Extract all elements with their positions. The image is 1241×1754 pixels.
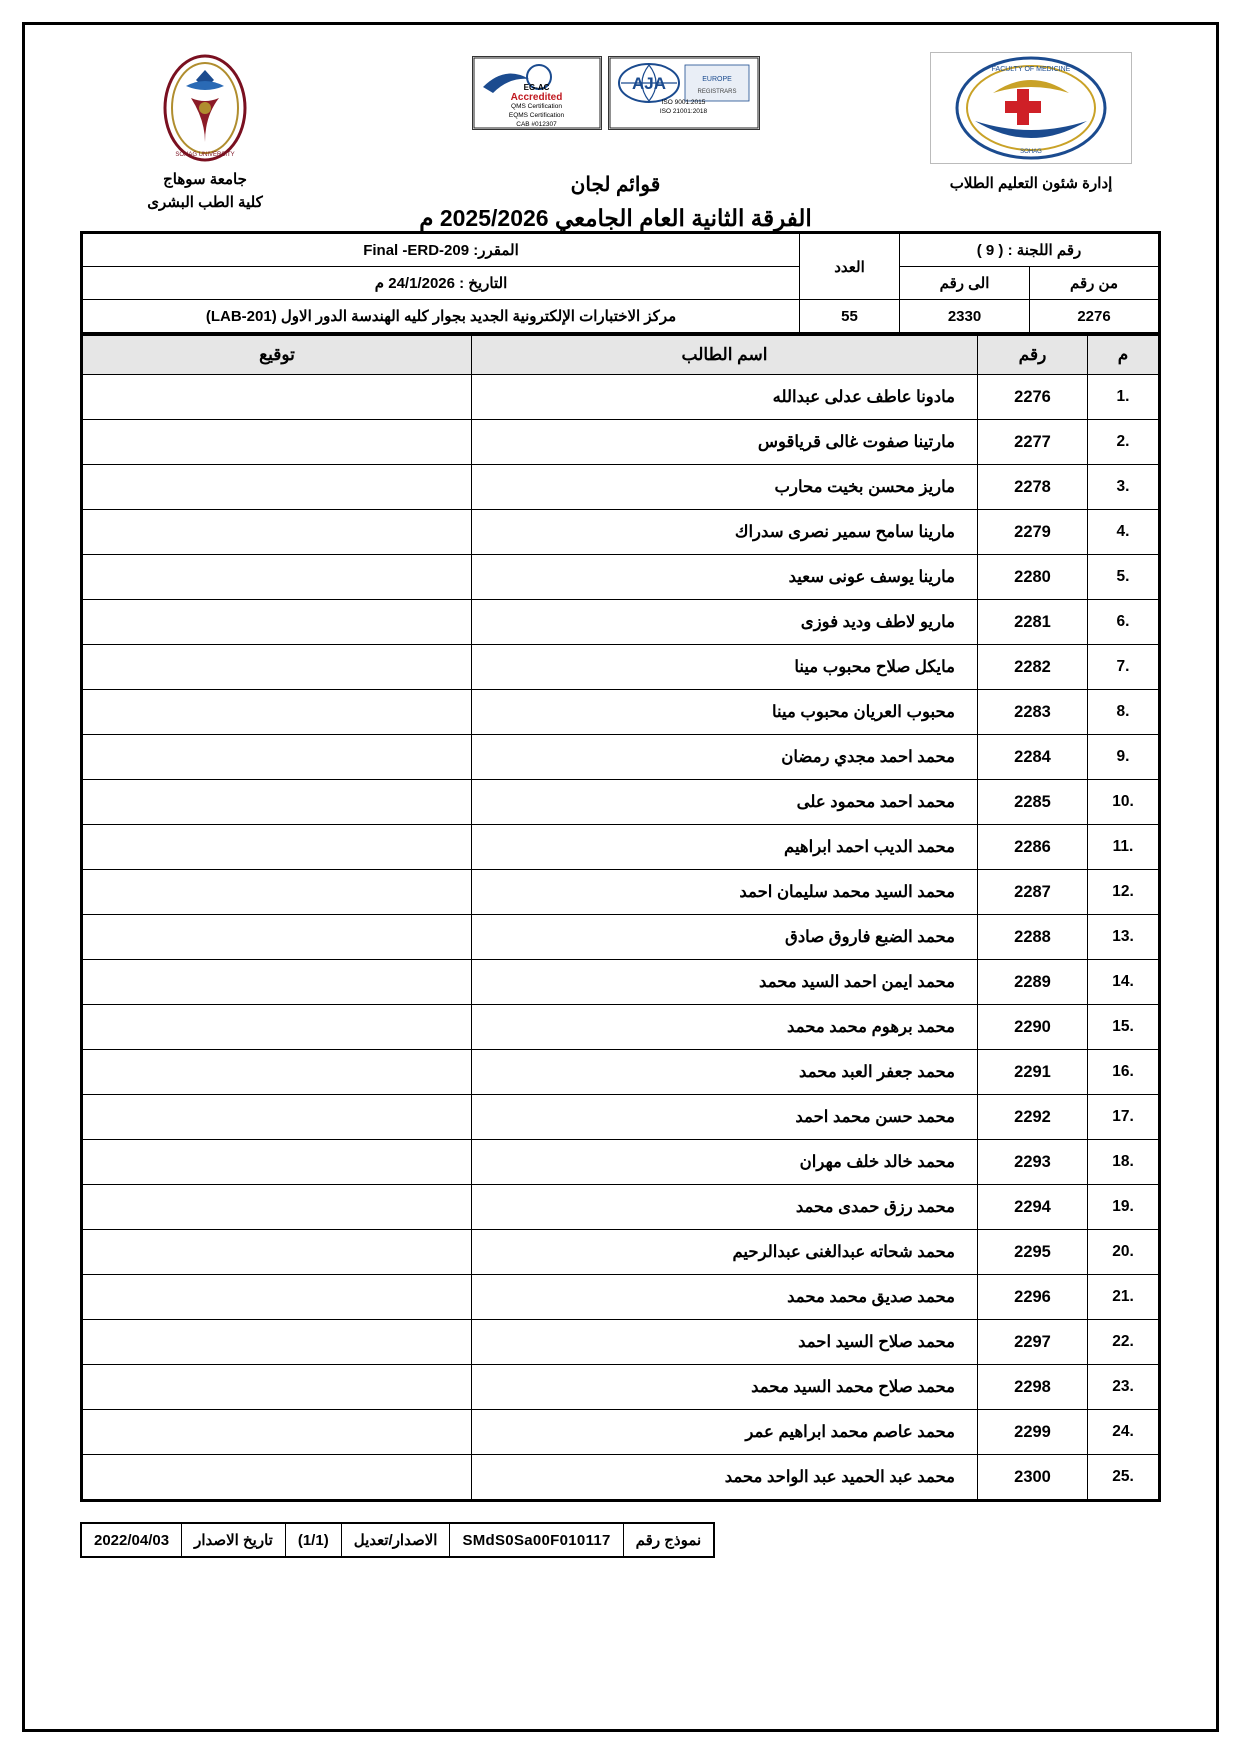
university-name-line1: جامعة سوهاج [163,171,247,188]
student-code: 2283 [978,690,1088,735]
signature-cell[interactable] [82,690,472,735]
form-number-value: SMdS0Sa00F010117 [450,1523,623,1557]
student-code: 2288 [978,915,1088,960]
table-row [82,645,1160,690]
student-name: محبوب العريان محبوب مينا [472,690,978,735]
student-code: 2290 [978,1005,1088,1050]
row-index: .5 [1088,555,1160,600]
student-name: مارينا يوسف عونى سعيد [472,555,978,600]
from-number-label: من رقم [1030,267,1160,300]
course-label: المقرر: Final -ERD-209 [82,233,800,267]
student-name: مادونا عاطف عدلى عبدالله [472,375,978,420]
column-header-index: م [1088,336,1160,375]
table-row [82,1050,1160,1095]
accreditation-logos [330,56,901,130]
student-code: 2294 [978,1185,1088,1230]
row-index: .14 [1088,960,1160,1005]
table-row [82,420,1160,465]
table-row [82,690,1160,735]
document-footer [80,1522,1161,1558]
student-name: محمد جعفر العبد محمد [472,1050,978,1095]
table-row [82,510,1160,555]
egac-line3: CAB #012307 [516,120,557,128]
egac-certificate-logo [472,56,602,130]
signature-cell[interactable] [82,1185,472,1230]
row-index: .19 [1088,1185,1160,1230]
signature-cell[interactable] [82,735,472,780]
student-code: 2278 [978,465,1088,510]
committee-number: رقم اللجنة : ( 9 ) [900,233,1160,267]
row-index: .2 [1088,420,1160,465]
table-row [82,465,1160,510]
svg-text:SOHAG UNIVERSITY: SOHAG UNIVERSITY [175,152,235,158]
student-name: محمد شحاته عبدالغنى عبدالرحيم [472,1230,978,1275]
document-header [80,52,1161,231]
row-index: .7 [1088,645,1160,690]
table-row [82,1095,1160,1140]
row-index: .15 [1088,1005,1160,1050]
signature-cell[interactable] [82,600,472,645]
student-name: محمد صديق محمد محمد [472,1275,978,1320]
egac-title: EG-AC [523,83,550,92]
count-label: العدد [800,233,900,300]
row-index: .1 [1088,375,1160,420]
table-row [82,960,1160,1005]
row-index: .16 [1088,1050,1160,1095]
signature-cell[interactable] [82,1230,472,1275]
student-name: محمد السيد محمد سليمان احمد [472,870,978,915]
to-number-value: 2330 [900,300,1030,334]
row-index: .8 [1088,690,1160,735]
signature-cell[interactable] [82,555,472,600]
student-name: ماريز محسن بخيت محارب [472,465,978,510]
table-row [82,1005,1160,1050]
to-number-label: الى رقم [900,267,1030,300]
student-name: محمد عاصم محمد ابراهيم عمر [472,1410,978,1455]
row-index: .12 [1088,870,1160,915]
row-index: .25 [1088,1455,1160,1501]
student-name: مايكل صلاح محبوب مينا [472,645,978,690]
student-name: محمد صلاح محمد السيد محمد [472,1365,978,1410]
form-number-label: نموذج رقم [623,1523,714,1557]
table-row [82,1320,1160,1365]
student-name: محمد الديب احمد ابراهيم [472,825,978,870]
column-header-name: اسم الطالب [472,336,978,375]
university-block [80,52,330,215]
signature-cell[interactable] [82,1320,472,1365]
student-code: 2297 [978,1320,1088,1365]
row-index: .4 [1088,510,1160,555]
meta-row-1 [82,233,1160,267]
student-name: محمد صلاح السيد احمد [472,1320,978,1365]
student-code: 2281 [978,600,1088,645]
students-table [80,335,1161,1502]
signature-cell[interactable] [82,1005,472,1050]
table-row [82,375,1160,420]
table-row [82,1185,1160,1230]
table-row [82,1140,1160,1185]
table-row [82,870,1160,915]
signature-cell[interactable] [82,780,472,825]
student-code: 2285 [978,780,1088,825]
table-row [82,555,1160,600]
student-code: 2295 [978,1230,1088,1275]
signature-cell[interactable] [82,915,472,960]
issue-date-label: تاريخ الاصدار [182,1523,286,1557]
row-index: .23 [1088,1365,1160,1410]
row-index: .3 [1088,465,1160,510]
signature-cell[interactable] [82,1095,472,1140]
title-block [330,52,901,232]
table-row [82,1275,1160,1320]
svg-text:SOHAG: SOHAG [1020,149,1042,155]
row-index: .10 [1088,780,1160,825]
exam-location-label: مركز الاختبارات الإلكترونية الجديد بجوار كليه الهندسة الدور الاول (LAB-201) [82,300,800,334]
student-name: مارينا سامح سمير نصرى سدراك [472,510,978,555]
student-name: محمد عبد الحميد عبد الواحد محمد [472,1455,978,1501]
sohag-university-logo [146,52,264,164]
table-row [82,780,1160,825]
student-code: 2292 [978,1095,1088,1140]
svg-text:EUROPE: EUROPE [701,76,732,83]
row-index: .22 [1088,1320,1160,1365]
egac-line2: EQMS Certification [508,111,565,119]
svg-text:AJA: AJA [631,74,666,93]
student-code: 2300 [978,1455,1088,1501]
faculty-block [901,52,1161,192]
row-index: .20 [1088,1230,1160,1275]
aja-line1: ISO 9001:2015 [661,99,706,107]
table-row [82,1230,1160,1275]
table-row [82,1365,1160,1410]
student-code: 2298 [978,1365,1088,1410]
student-code: 2279 [978,510,1088,555]
row-index: .18 [1088,1140,1160,1185]
row-index: .6 [1088,600,1160,645]
faculty-of-medicine-logo [930,52,1132,164]
student-name: محمد خالد خلف مهران [472,1140,978,1185]
exam-date-label: التاريخ : 24/1/2026 م [82,267,800,300]
svg-text:REGISTRARS: REGISTRARS [696,89,737,95]
edition-label: الاصدار/تعديل [341,1523,450,1557]
signature-cell[interactable] [82,1140,472,1185]
row-index: .17 [1088,1095,1160,1140]
table-row [82,1410,1160,1455]
student-code: 2284 [978,735,1088,780]
student-code: 2280 [978,555,1088,600]
form-info-row [81,1523,714,1557]
signature-cell[interactable] [82,1365,472,1410]
exam-meta-table [80,231,1161,335]
student-code: 2299 [978,1410,1088,1455]
meta-row-3 [82,300,1160,334]
student-code: 2287 [978,870,1088,915]
signature-cell[interactable] [82,375,472,420]
signature-cell[interactable] [82,960,472,1005]
count-value: 55 [800,300,900,334]
admin-department-label: إدارة شئون التعليم الطلاب [949,175,1113,192]
row-index: .13 [1088,915,1160,960]
row-index: .9 [1088,735,1160,780]
student-name: محمد برهوم محمد محمد [472,1005,978,1050]
signature-cell[interactable] [82,645,472,690]
table-row [82,600,1160,645]
aja-certificate-logo [608,56,760,130]
signature-cell[interactable] [82,1050,472,1095]
student-code: 2282 [978,645,1088,690]
form-info-table [80,1522,715,1558]
student-code: 2277 [978,420,1088,465]
signature-cell[interactable] [82,870,472,915]
table-row [82,1455,1160,1501]
signature-cell[interactable] [82,825,472,870]
issue-date-value: 2022/04/03 [81,1523,182,1557]
university-name-line2: كلية الطب البشرى [147,194,263,212]
student-name: محمد احمد محمود على [472,780,978,825]
row-index: .21 [1088,1275,1160,1320]
signature-cell[interactable] [82,465,472,510]
student-code: 2276 [978,375,1088,420]
signature-cell[interactable] [82,1410,472,1455]
page-title-line2: الفرقة الثانية العام الجامعي 2025/2026 م [419,205,812,231]
column-header-signature: توقيع [82,336,472,375]
student-name: مارتينا صفوت غالى قرياقوس [472,420,978,465]
signature-cell[interactable] [82,420,472,465]
table-row [82,735,1160,780]
signature-cell[interactable] [82,1275,472,1320]
aja-line2: ISO 21001:2018 [659,108,708,116]
student-code: 2289 [978,960,1088,1005]
signature-cell[interactable] [82,510,472,555]
student-code: 2291 [978,1050,1088,1095]
egac-accredited: Accredited [510,92,563,103]
student-code: 2296 [978,1275,1088,1320]
student-name: محمد حسن محمد احمد [472,1095,978,1140]
student-name: ماريو لاطف وديد فوزى [472,600,978,645]
column-header-code: رقم [978,336,1088,375]
student-code: 2293 [978,1140,1088,1185]
student-name: محمد احمد مجدي رمضان [472,735,978,780]
table-row [82,825,1160,870]
table-header-row [82,336,1160,375]
meta-row-2 [82,267,1160,300]
signature-cell[interactable] [82,1455,472,1501]
student-name: محمد ايمن احمد السيد محمد [472,960,978,1005]
page-title-line1: قوائم لجان [570,174,661,196]
row-index: .24 [1088,1410,1160,1455]
egac-line1: QMS Certification [511,103,562,110]
edition-value: (1/1) [285,1523,341,1557]
student-name: محمد الضبع فاروق صادق [472,915,978,960]
svg-text:FACULTY OF MEDICINE: FACULTY OF MEDICINE [991,66,1071,73]
row-index: .11 [1088,825,1160,870]
table-row [82,915,1160,960]
from-number-value: 2276 [1030,300,1160,334]
student-name: محمد رزق حمدى محمد [472,1185,978,1230]
student-code: 2286 [978,825,1088,870]
